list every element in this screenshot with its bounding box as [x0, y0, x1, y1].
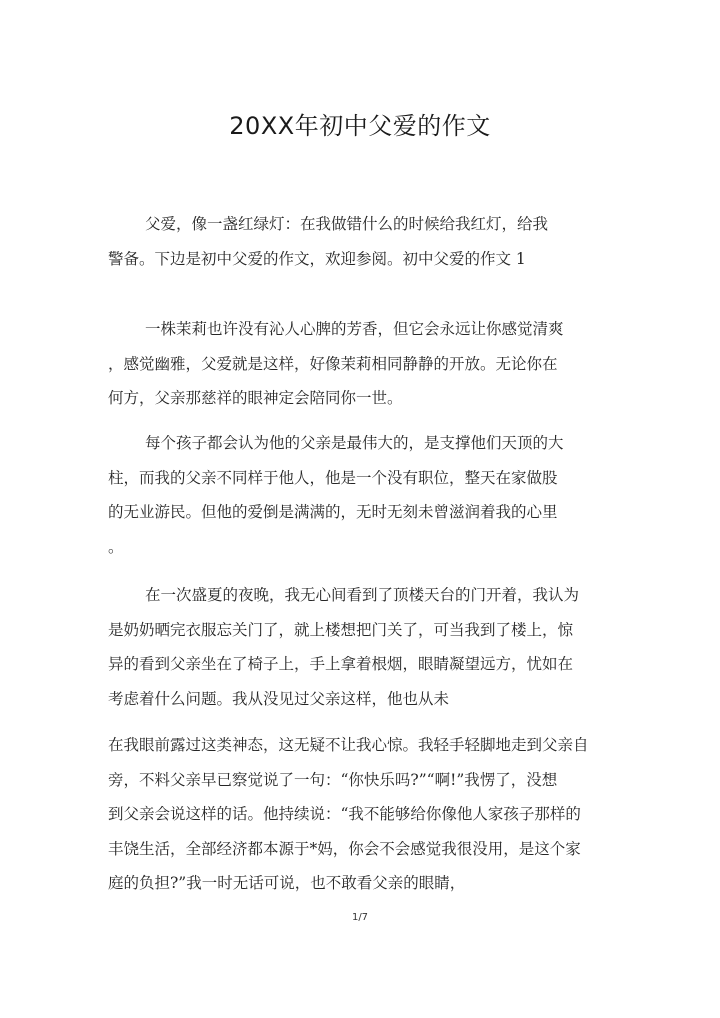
paragraph-intro [108, 207, 618, 276]
paragraph-line: 在一次盛夏的夜晚，我无心间看到了顶楼天台的门开着，我认为 [145, 586, 580, 604]
paragraph-line: 的无业游民。但他的爱倒是满满的，无时无刻未曾滋润着我的心里 [108, 503, 558, 521]
paragraph-line: 警备。下边是初中父爱的作文，欢迎参阅。初中父爱的作文 1 [108, 249, 526, 268]
paragraph-line: 何方，父亲那慈祥的眼神定会陪同你一世。 [108, 389, 403, 407]
paragraph-summer-night [108, 578, 618, 716]
paragraph-jasmine [108, 312, 618, 416]
paragraph-greatest-father [108, 426, 618, 564]
paragraph-line: ，感觉幽雅，父爱就是这样，好像茉莉相同静静的开放。无论你在 [108, 354, 558, 373]
paragraph-conversation [108, 728, 618, 901]
paragraph-line: 到父亲会说这样的话。他持续说：“我不能够给你像他人家孩子那样的 [108, 805, 581, 823]
paragraph-line: 一株茉莉也许没有沁人心脾的芳香，但它会永远让你感觉清爽 [145, 320, 564, 338]
paragraph-line: 异的看到父亲坐在了椅子上，手上拿着根烟，眼睛凝望远方，忧如在 [108, 655, 574, 673]
paragraph-line: 父爱，像一盏红绿灯：在我做错什么的时候给我红灯，给我 [145, 215, 549, 233]
paragraph-line: 每个孩子都会认为他的父亲是最伟大的，是支撑他们天顶的大 [145, 434, 564, 452]
document-title: 20XX年初中父爱的作文 [229, 112, 491, 140]
paragraph-line: 。 [108, 537, 124, 556]
paragraph-line: 柱，而我的父亲不同样于他人，他是一个没有职位，整天在家做股 [108, 468, 558, 487]
paragraph-line: 旁，不料父亲早已察觉说了一句：“你快乐吗?”“啊!”我愣了，没想 [108, 770, 558, 789]
paragraph-line: 是奶奶晒完衣服忘关门了，就上楼想把门关了，可当我到了楼上，惊 [108, 620, 574, 639]
page-number: 1/7 [351, 912, 369, 923]
paragraph-line: 庭的负担?”我一时无话可说，也不敢看父亲的眼睛， [108, 874, 466, 892]
paragraph-line: 考虑着什么问题。我从没见过父亲这样，他也从未 [108, 689, 450, 708]
paragraph-line: 丰饶生活，全部经济都本源于*妈，你会不会感觉我很没用，是这个家 [108, 839, 581, 858]
paragraph-line: 在我眼前露过这类神态，这无疑不让我心惊。我轻手轻脚地走到父亲自 [108, 736, 589, 754]
